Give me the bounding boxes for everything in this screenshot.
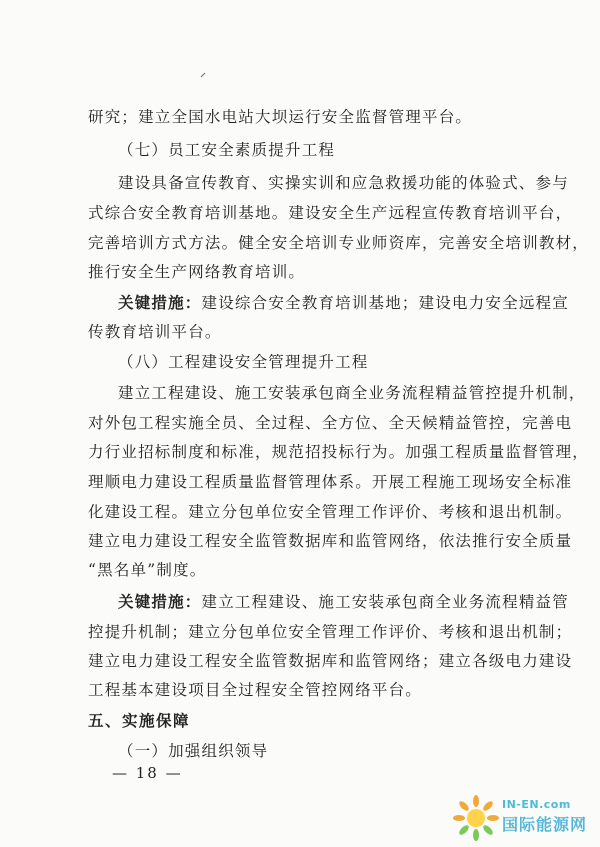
pen-mark [200,72,206,78]
section-heading-7: （七）员工安全素质提升工程 [118,141,336,159]
key-measures-text: 建设综合安全教育培训基地；建设电力安全远程宣 [201,294,569,312]
text-line: 完善培训方式方法。健全安全培训专业师资库，完善安全培训教材， [88,234,590,252]
text-line: 式综合安全教育培训基地。建设安全生产远程宣传教育培训平台， [88,204,573,222]
text-line: 理顺电力建设工程质量监督管理体系。开展工程施工现场安全标准 [88,473,573,491]
text-line: 控提升机制；建立分包单位安全管理工作评价、考核和退出机制； [88,623,573,641]
key-measures-paragraph [118,592,583,612]
text-line: 对外包工程实施全员、全过程、全方位、全天候精益管控，完善电 [88,414,573,432]
text-line: 建立工程建设、施工安装承包商全业务流程精益管控提升机制， [118,384,586,402]
text-line: 推行安全生产网络教育培训。 [88,263,306,281]
key-measures-paragraph [118,293,583,313]
text-line: 建设具备宣传教育、实操实训和应急救援功能的体验式、参与 [118,174,569,192]
watermark-logo [452,788,597,844]
key-measures-label: 关键措施： [118,293,202,312]
text-line: 建立电力建设工程安全监管数据库和监管网络；建立各级电力建设 [88,652,573,670]
key-measures-text: 建立工程建设、施工安装承包商全业务流程精益管 [201,593,569,611]
text-line: 化建设工程。建立分包单位安全管理工作评价、考核和退出机制。 [88,503,573,521]
section-heading-5: 五、实施保障 [88,711,191,730]
text-line: 力行业招标制度和标准，规范招投标行为。加强工程质量监督管理， [88,443,590,461]
text-line: 工程基本建设项目全过程安全管控网络平台。 [88,681,423,699]
subsection-heading-1: （一）加强组织领导 [118,742,269,760]
text-line: “黑名单”制度。 [88,561,207,579]
watermark-en-text: IN-EN.com [502,798,571,811]
sun-logo-icon [452,788,508,844]
watermark-cn-text: 国际能源网 [502,815,588,834]
page-number: — 18 — [112,764,183,782]
text-line: 传教育培训平台。 [88,323,222,341]
section-heading-8: （八）工程建设安全管理提升工程 [118,353,369,371]
text-line: 建立电力建设工程安全监管数据库和监管网络，依法推行安全质量 [88,532,573,550]
text-line: 研究；建立全国水电站大坝运行安全监督管理平台。 [88,108,473,126]
key-measures-label: 关键措施： [118,592,202,611]
